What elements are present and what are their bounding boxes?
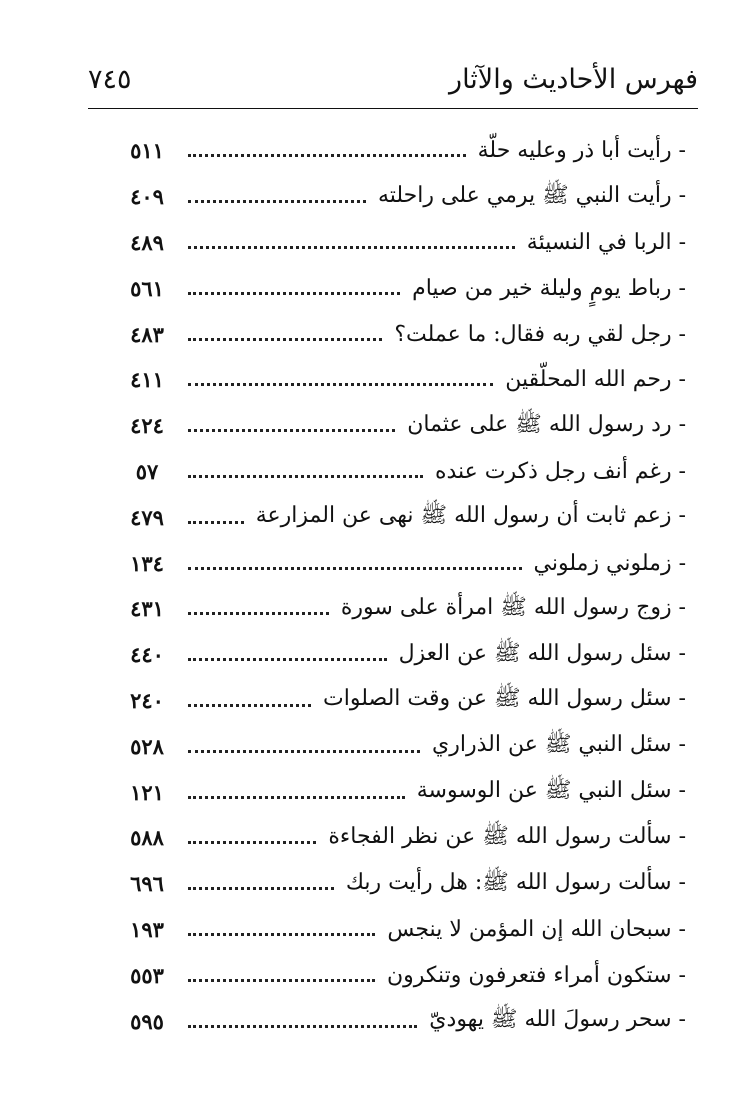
index-entry xyxy=(118,174,686,220)
dot-leader xyxy=(188,246,515,249)
entry-text: - الربا في النسيئة xyxy=(526,229,686,255)
page-number: ٧٤٥ xyxy=(88,64,132,95)
dot-leader xyxy=(188,750,420,753)
entry-text: - رغم أنف رجل ذكرت عنده xyxy=(434,458,686,484)
index-entry xyxy=(118,769,686,815)
index-entry xyxy=(118,586,686,632)
entry-text: - رحم الله المحلّقين xyxy=(505,367,686,393)
entry-text: - رأيت أبا ذر وعليه حلّة xyxy=(477,138,686,164)
entry-text: - سئل رسول الله ﷺ عن وقت الصلوات xyxy=(323,686,686,712)
entry-page-number: ٤٨٩ xyxy=(130,229,164,255)
index-entry xyxy=(118,128,686,174)
index-entry xyxy=(118,723,686,769)
dot-leader xyxy=(188,521,244,524)
entry-page-number: ٥٨٨ xyxy=(130,825,164,851)
entry-text: - رجل لقي ربه فقال: ما عملت؟ xyxy=(394,321,686,347)
entry-text: - سألت رسول الله ﷺ: هل رأيت ربك xyxy=(345,869,686,895)
header-rule xyxy=(88,108,698,109)
index-entry xyxy=(118,357,686,403)
entry-text: - سألت رسول الله ﷺ عن نظر الفجاءة xyxy=(328,823,686,849)
entry-text: - زعم ثابت أن رسول الله ﷺ نهى عن المزارعة xyxy=(255,503,686,529)
dot-leader xyxy=(188,200,366,203)
index-entry xyxy=(118,861,686,907)
entry-page-number: ٤٢٤ xyxy=(130,413,164,439)
entry-text: - سئل النبي ﷺ عن الوسوسة xyxy=(416,778,686,804)
index-entry xyxy=(118,678,686,724)
entry-page-number: ١٢١ xyxy=(130,779,164,805)
dot-leader xyxy=(188,1025,417,1028)
entry-page-number: ١٩٣ xyxy=(130,916,164,942)
index-entry xyxy=(118,815,686,861)
entry-page-number: ٤٧٩ xyxy=(130,504,164,530)
dot-leader xyxy=(188,933,375,936)
entry-text: - سحر رسولَ الله ﷺ يهوديّ xyxy=(429,1007,686,1033)
index-entry xyxy=(118,494,686,540)
dot-leader xyxy=(188,292,400,295)
dot-leader xyxy=(188,612,329,615)
entry-page-number: ٢٤٠ xyxy=(130,687,164,713)
entry-page-number: ٥٧ xyxy=(135,458,159,484)
dot-leader xyxy=(188,475,423,478)
index-entry xyxy=(118,952,686,998)
dot-leader xyxy=(188,704,311,707)
entry-text: - سئل النبي ﷺ عن الذراري xyxy=(432,732,686,758)
dot-leader xyxy=(188,383,493,386)
running-title: فهرس الأحاديث والآثار xyxy=(449,64,698,95)
index-entry xyxy=(118,220,686,266)
index-entry xyxy=(118,311,686,357)
index-entry xyxy=(118,403,686,449)
page-header xyxy=(88,62,698,106)
entry-page-number: ٥٩٥ xyxy=(130,1008,164,1034)
dot-leader xyxy=(188,841,316,844)
entry-page-number: ١٣٤ xyxy=(130,550,164,576)
entry-page-number: ٥٥٣ xyxy=(130,962,164,988)
index-entry xyxy=(118,632,686,678)
entry-page-number: ٥١١ xyxy=(130,138,164,164)
entry-text: - رد رسول الله ﷺ على عثمان xyxy=(407,411,686,437)
index-entry xyxy=(118,907,686,953)
dot-leader xyxy=(188,567,522,570)
entry-page-number: ٥٢٨ xyxy=(130,733,164,759)
index-entry xyxy=(118,998,686,1044)
dot-leader xyxy=(188,154,466,157)
entry-text: - رباط يومٍ وليلة خير من صيام xyxy=(412,275,686,301)
entry-text: - زوج رسول الله ﷺ امرأة على سورة xyxy=(340,594,686,620)
entry-page-number: ٤٠٩ xyxy=(130,184,164,210)
entry-text: - ستكون أمراء فتعرفون وتنكرون xyxy=(386,962,686,988)
entry-text: - سئل رسول الله ﷺ عن العزل xyxy=(398,640,686,666)
entry-page-number: ٤٣١ xyxy=(130,596,164,622)
entry-page-number: ٤١١ xyxy=(130,367,164,393)
dot-leader xyxy=(188,338,382,341)
index-entry xyxy=(118,265,686,311)
hadith-index-list xyxy=(118,128,686,1044)
entry-text: - سبحان الله إن المؤمن لا ينجس xyxy=(387,916,686,942)
dot-leader xyxy=(188,979,375,982)
entry-page-number: ٤٨٣ xyxy=(130,321,164,347)
index-entry xyxy=(118,449,686,495)
entry-page-number: ٤٤٠ xyxy=(130,642,164,668)
dot-leader xyxy=(188,887,334,890)
dot-leader xyxy=(188,658,387,661)
entry-page-number: ٥٦١ xyxy=(130,275,164,301)
dot-leader xyxy=(188,796,405,799)
entry-text: - زملوني زملوني xyxy=(533,550,686,576)
entry-page-number: ٦٩٦ xyxy=(130,871,164,897)
entry-text: - رأيت النبي ﷺ يرمي على راحلته xyxy=(377,182,686,208)
index-entry xyxy=(118,540,686,586)
dot-leader xyxy=(188,429,395,432)
